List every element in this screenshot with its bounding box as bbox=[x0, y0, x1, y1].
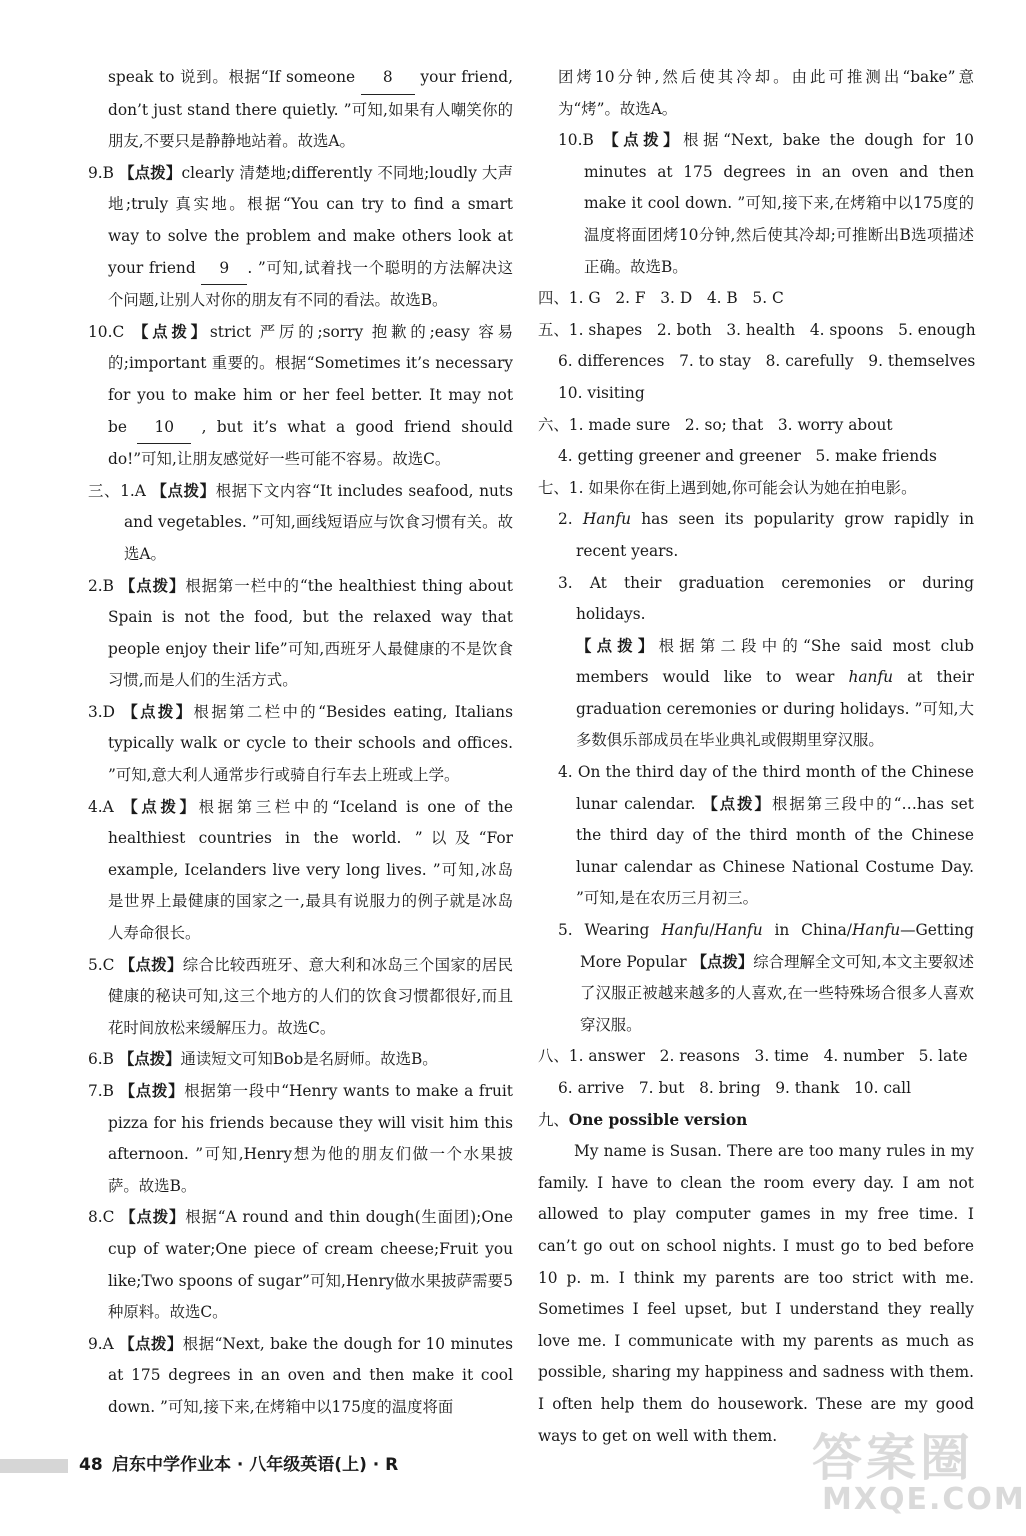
section-3-q9: 9.A 【点拨】根据“Next, bake the dough for 10 minutes at 175 degrees in an oven and then make it cool down. ”可知,接下来,在烤箱中以175度的温度将面 bbox=[88, 1334, 513, 1416]
watermark-url: MXQE.COM bbox=[822, 1482, 1026, 1517]
blank-10: 10 bbox=[137, 412, 191, 445]
section-8-line-1: 八、1. answer 2. reasons 3. time 4. number 5. late bbox=[538, 1047, 968, 1066]
section-3-q6: 6.B 【点拨】通读短文可知Bob是名厨师。故选B。 bbox=[88, 1050, 438, 1069]
answer-explanation-9: 9.B 【点拨】clearly 清楚地;differently 不同地;loudly 大声地;truly 真实地。根据“You can try to find a smart way to solve the problem and make others look at your friend 9 . ”可知,试着找一个聪明的方法解决这个问题,让别人对你的朋友有不同的看法。故选B。 bbox=[88, 163, 513, 310]
page-footer bbox=[0, 1448, 600, 1482]
page-number: 48 bbox=[79, 1455, 103, 1475]
sample-essay: My name is Susan. There are too many rules in my family. I have to clean the room every day. I am not allowed to play computer games in my free time. I can’t go out on school nights. I must go to bed before 10 p. m. I think my parents are too strict with me. Sometimes I feel upset, but I understand they really love me. I communicate with my parents as much as possible, sharing my happiness and sadness with them. I often help them do housework. These are my good ways to get on well with them. bbox=[538, 1142, 974, 1445]
section-4-answers: 四、1. G 2. F 3. D 4. B 5. C bbox=[538, 289, 784, 308]
watermark-logo-text: 答案圈 bbox=[812, 1429, 974, 1487]
section-6-line-2: 4. getting greener and greener 5. make friends bbox=[558, 447, 937, 466]
section-7-q2: 2. Hanfu has seen its popularity grow rapidly in recent years. bbox=[558, 510, 974, 560]
tip-label: 【点拨】 bbox=[133, 322, 210, 341]
section-3-q1: 三、1.A 【点拨】根据下文内容“It includes seafood, nuts and vegetables. ”可知,画线短语应与饮食习惯有关。故选A。 bbox=[88, 481, 513, 563]
section-7-q1: 七、1. 如果你在街上遇到她,你可能会认为她在拍电影。 bbox=[538, 478, 917, 497]
section-6-line-1: 六、1. made sure 2. so; that 3. worry about bbox=[538, 415, 893, 434]
section-3-q9-continued: 团烤10分钟,然后使其冷却。由此可推测出“bake”意为“烤”。故选A。 bbox=[558, 68, 974, 118]
tip-label: 【点拨】 bbox=[119, 163, 182, 182]
section-7-q5: 5. Wearing Hanfu/Hanfu in China/Hanfu—Getting More Popular 【点拨】综合理解全文可知,本文主要叙述了汉服正被越来越多的人喜欢,在一些特殊场合很多人喜欢穿汉服。 bbox=[558, 921, 974, 1034]
section-7-q3-tip: 【点拨】根据第二段中的“She said most club members would like to wear hanfu at their graduation ceremonies or during holidays. ”可知,大多数俱乐部成员在毕业典礼或假期里穿汉服。 bbox=[576, 636, 974, 750]
section-3-q5: 5.C 【点拨】综合比较西班牙、意大利和冰岛三个国家的居民健康的秘诀可知,这三个地方的人们的饮食习惯都很好,而且花时间放松来缓解压力。故选C。 bbox=[88, 955, 513, 1037]
section-7-q4: 4. On the third day of the third month of the Chinese lunar calendar. 【点拨】根据第三段中的“…has set the third day of the third month of the Chinese lunar calendar as Chinese National Costume Day. ”可知,是在农历三月初三。 bbox=[558, 763, 974, 908]
section-3-q7: 7.B 【点拨】根据第一段中“Henry wants to make a fruit pizza for his friends because they will visit him this afternoon. ”可知,Henry想为他的朋友们做一个水果披萨。故选B。 bbox=[88, 1082, 513, 1195]
section-3-q8: 8.C 【点拨】根据“A round and thin dough(生面团);One cup of water;One piece of cream cheese;Fruit you like;Two spoons of sugar”可知,Henry做水果披萨需要5种原料。故选C。 bbox=[88, 1208, 513, 1322]
watermark bbox=[812, 1418, 1026, 1526]
section-3-q10: 10.B 【点拨】根据“Next, bake the dough for 10 minutes at 175 degrees in an oven and then make it cool down. ”可知,接下来,在烤箱中以175度的温度将面团烤10分钟,然后使其冷却;可推断出B选项描述正确。故选B。 bbox=[558, 131, 974, 276]
answer-explanation-8: speak to 说到。根据“If someone 8 your friend, don’t just stand there quietly. ”可知,如果有人嘲笑你的朋友,不要只是静静地站着。故选A。 bbox=[88, 62, 513, 158]
section-8-line-2: 6. arrive 7. but 8. bring 9. thank 10. call bbox=[558, 1079, 911, 1097]
blank-9: 9 bbox=[201, 253, 247, 286]
blank-8: 8 bbox=[361, 62, 415, 95]
essay-title: One possible version bbox=[568, 1110, 748, 1129]
section-5-line-2: 6. differences 7. to stay 8. carefully 9. themselves bbox=[558, 352, 976, 371]
section-9-heading: 九、One possible version bbox=[538, 1110, 748, 1129]
section-3-q3: 3.D 【点拨】根据第二栏中的“Besides eating, Italians typically walk or cycle to their schools and offices. ”可知,意大利人通常步行或骑自行车去上班或上学。 bbox=[88, 702, 513, 785]
book-title: 启东中学作业本 · 八年级英语(上) · R bbox=[112, 1455, 399, 1475]
section-5-line-1: 五、1. shapes 2. both 3. health 4. spoons 5. enough bbox=[538, 320, 976, 339]
answer-explanation-10: 10.C 【点拨】strict 严厉的;sorry 抱歉的;easy 容易的;important 重要的。根据“Sometimes it’s necessary for you to make him or her feel better. It may not be 10 , but it’s what a good friend should do!”可知,让朋友感觉好一些可能不容易。故选C。 bbox=[88, 322, 513, 469]
footer-bar bbox=[0, 1459, 68, 1473]
right-column bbox=[538, 62, 974, 1452]
section-label: 三、 bbox=[88, 481, 121, 500]
section-3-q2: 2.B 【点拨】根据第一栏中的“the healthiest thing about Spain is not the food, but the relaxed way that people enjoy their life”可知,西班牙人最健康的不是饮食习惯,而是人们的生活方式。 bbox=[88, 576, 513, 690]
section-5-line-3: 10. visiting bbox=[558, 383, 645, 402]
section-7-q3: 3. At their graduation ceremonies or during holidays. bbox=[558, 573, 974, 624]
section-3-q4: 4.A 【点拨】根据第三栏中的“Iceland is one of the healthiest countries in the world. ”以及“For example, Icelanders live very long lives. ”可知,冰岛是世界上最健康的国家之一,最具有说服力的例子就是冰岛人寿命很长。 bbox=[88, 797, 513, 943]
left-column bbox=[88, 62, 513, 1424]
